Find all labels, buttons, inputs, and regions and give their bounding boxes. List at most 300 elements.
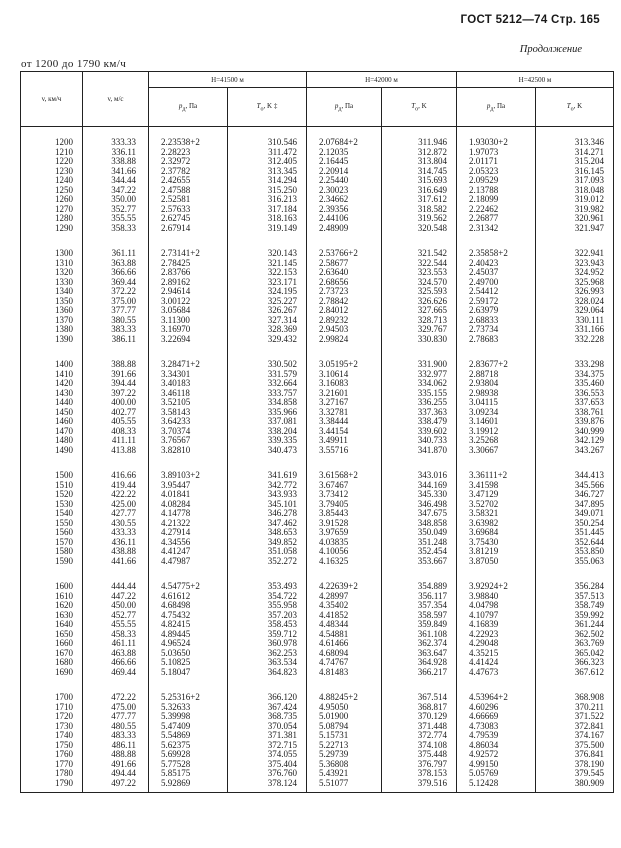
table-cell: 3.98840 xyxy=(457,592,536,602)
table-cell: 328.713 xyxy=(382,316,457,326)
continuation-label: Продолжение xyxy=(519,44,582,55)
table-cell: 323.943 xyxy=(536,259,614,269)
table-cell: 313.345 xyxy=(228,167,307,177)
table-row xyxy=(21,389,614,399)
table-cell: 2.73723 xyxy=(307,287,382,297)
table-cell: 4.08284 xyxy=(149,500,228,510)
table-row xyxy=(21,712,614,722)
table-cell: 1470 xyxy=(21,427,83,437)
table-cell: 1340 xyxy=(21,287,83,297)
table-cell: 372.774 xyxy=(382,731,457,741)
table-cell: 322.941 xyxy=(536,249,614,259)
table-cell: 1590 xyxy=(21,557,83,567)
table-cell: 349.852 xyxy=(228,538,307,548)
table-row xyxy=(21,148,614,158)
table-cell: 378.153 xyxy=(382,769,457,779)
table-cell: 355.958 xyxy=(228,601,307,611)
table-cell: 2.93804 xyxy=(457,379,536,389)
table-cell: 2.39356 xyxy=(307,205,382,215)
table-cell: 1750 xyxy=(21,741,83,751)
table-cell: 366.120 xyxy=(228,693,307,703)
table-cell: 1370 xyxy=(21,316,83,326)
table-cell: 4.10797 xyxy=(457,611,536,621)
table-cell: 4.68094 xyxy=(307,649,382,659)
table-cell: 3.49911 xyxy=(307,436,382,446)
table-cell: 315.204 xyxy=(536,157,614,167)
table-cell: 1690 xyxy=(21,668,83,678)
table-cell: 1420 xyxy=(21,379,83,389)
table-cell: 3.25268 xyxy=(457,436,536,446)
col-header-t1: $T_о$, K ‡ xyxy=(228,88,307,127)
table-cell: 5.15731 xyxy=(307,731,382,741)
table-cell: 367.514 xyxy=(382,693,457,703)
table-cell: 3.46118 xyxy=(149,389,228,399)
table-cell: 326.626 xyxy=(382,297,457,307)
table-cell: 376.760 xyxy=(228,769,307,779)
table-cell: 4.81483 xyxy=(307,668,382,678)
table-row xyxy=(21,214,614,224)
table-cell: 480.55 xyxy=(83,722,149,732)
table-cell: 333.298 xyxy=(536,360,614,370)
table-cell: 4.01841 xyxy=(149,490,228,500)
table-row xyxy=(21,398,614,408)
table-cell: 5.92869 xyxy=(149,779,228,789)
table-cell: 322.544 xyxy=(382,259,457,269)
table-cell: 375.448 xyxy=(382,750,457,760)
table-cell: 362.374 xyxy=(382,639,457,649)
table-cell: 326.267 xyxy=(228,306,307,316)
table-cell: 4.16839 xyxy=(457,620,536,630)
col-header-v-ms: v, м/с xyxy=(83,72,149,127)
table-cell: 345.101 xyxy=(228,500,307,510)
table-cell: 2.78425 xyxy=(149,259,228,269)
table-row xyxy=(21,592,614,602)
table-cell: 5.08794 xyxy=(307,722,382,732)
table-cell: 1560 xyxy=(21,528,83,538)
table-cell: 4.22923 xyxy=(457,630,536,640)
table-cell: 3.41598 xyxy=(457,481,536,491)
table-cell: 1260 xyxy=(21,195,83,205)
table-cell: 391.66 xyxy=(83,370,149,380)
table-cell: 5.12428 xyxy=(457,779,536,789)
table-cell: 466.66 xyxy=(83,658,149,668)
table-cell: 379.516 xyxy=(382,779,457,789)
col-header-p2: $p_д$, Па xyxy=(307,88,382,127)
table-cell: 314.271 xyxy=(536,148,614,158)
table-cell: 321.542 xyxy=(382,249,457,259)
table-cell: 348.653 xyxy=(228,528,307,538)
table-cell: 463.88 xyxy=(83,649,149,659)
table-cell: 1440 xyxy=(21,398,83,408)
table-row xyxy=(21,769,614,779)
table-cell: 3.34301 xyxy=(149,370,228,380)
table-cell: 2.25440 xyxy=(307,176,382,186)
table-cell: 378.190 xyxy=(536,760,614,770)
table-cell: 3.91528 xyxy=(307,519,382,529)
table-cell: 2.68656 xyxy=(307,278,382,288)
col-header-t2: $T_о$, K xyxy=(382,88,457,127)
table-cell: 3.75430 xyxy=(457,538,536,548)
table-cell: 5.69928 xyxy=(149,750,228,760)
table-cell: 343.016 xyxy=(382,471,457,481)
table-cell: 3.95447 xyxy=(149,481,228,491)
table-cell: 358.453 xyxy=(228,620,307,630)
table-cell: 5.47409 xyxy=(149,722,228,732)
table-cell: 483.33 xyxy=(83,731,149,741)
table-cell: 337.653 xyxy=(536,398,614,408)
table-cell: 323.171 xyxy=(228,278,307,288)
table-cell: 316.213 xyxy=(228,195,307,205)
table-cell: 358.597 xyxy=(382,611,457,621)
table-cell: 4.28997 xyxy=(307,592,382,602)
table-cell: 4.75432 xyxy=(149,611,228,621)
table-cell: 3.40183 xyxy=(149,379,228,389)
table-cell: 1.97073 xyxy=(457,148,536,158)
table-cell: 3.58143 xyxy=(149,408,228,418)
table-cell: 1390 xyxy=(21,335,83,345)
table-cell: 2.99824 xyxy=(307,335,382,345)
table-cell: 2.52581 xyxy=(149,195,228,205)
table-cell: 343.267 xyxy=(536,446,614,456)
table-cell: 321.145 xyxy=(228,259,307,269)
table-cell: 1320 xyxy=(21,268,83,278)
table-cell: 1400 xyxy=(21,360,83,370)
altitude-header-1: H=41500 м xyxy=(149,72,307,88)
table-row xyxy=(21,157,614,167)
table-cell: 494.44 xyxy=(83,769,149,779)
table-cell: 3.22694 xyxy=(149,335,228,345)
table-cell: 1360 xyxy=(21,306,83,316)
table-cell: 365.042 xyxy=(536,649,614,659)
table-cell: 338.88 xyxy=(83,157,149,167)
table-cell: 372.715 xyxy=(228,741,307,751)
table-cell: 368.817 xyxy=(382,703,457,713)
table-cell: 2.01171 xyxy=(457,157,536,167)
table-cell: 3.27167 xyxy=(307,398,382,408)
table-cell: 1300 xyxy=(21,249,83,259)
table-cell: 1710 xyxy=(21,703,83,713)
table-cell: 2.32972 xyxy=(149,157,228,167)
table-cell: 341.870 xyxy=(382,446,457,456)
table-cell: 1640 xyxy=(21,620,83,630)
table-cell: 359.712 xyxy=(228,630,307,640)
table-row xyxy=(21,408,614,418)
table-cell: 378.124 xyxy=(228,779,307,789)
table-cell: 333.757 xyxy=(228,389,307,399)
table-cell: 1580 xyxy=(21,547,83,557)
table-cell: 450.00 xyxy=(83,601,149,611)
table-cell: 1350 xyxy=(21,297,83,307)
table-row xyxy=(21,297,614,307)
table-cell: 3.76567 xyxy=(149,436,228,446)
table-cell: 4.04798 xyxy=(457,601,536,611)
table-cell: 357.203 xyxy=(228,611,307,621)
table-cell: 2.22462 xyxy=(457,205,536,215)
table-cell: 5.25316+2 xyxy=(149,693,228,703)
table-cell: 3.05195+2 xyxy=(307,360,382,370)
table-cell: 3.21601 xyxy=(307,389,382,399)
table-cell: 2.89162 xyxy=(149,278,228,288)
table-cell: 364.928 xyxy=(382,658,457,668)
table-cell: 320.143 xyxy=(228,249,307,259)
table-cell: 1720 xyxy=(21,712,83,722)
col-header-p1: $p_д$, Па xyxy=(149,88,228,127)
table-cell: 364.823 xyxy=(228,668,307,678)
table-cell: 2.94503 xyxy=(307,325,382,335)
table-row xyxy=(21,195,614,205)
table-cell: 331.166 xyxy=(536,325,614,335)
table-row xyxy=(21,306,614,316)
table-cell: 5.54869 xyxy=(149,731,228,741)
table-cell: 322.153 xyxy=(228,268,307,278)
altitude-header-3: H=42500 м xyxy=(457,72,614,88)
table-cell: 4.54881 xyxy=(307,630,382,640)
table-cell: 327.314 xyxy=(228,316,307,326)
table-row xyxy=(21,611,614,621)
table-cell: 1620 xyxy=(21,601,83,611)
table-cell: 3.47129 xyxy=(457,490,536,500)
table-cell: 3.28471+2 xyxy=(149,360,228,370)
table-cell: 324.570 xyxy=(382,278,457,288)
table-cell: 2.44106 xyxy=(307,214,382,224)
table-cell: 3.52105 xyxy=(149,398,228,408)
table-cell: 5.10825 xyxy=(149,658,228,668)
table-cell: 419.44 xyxy=(83,481,149,491)
table-row xyxy=(21,490,614,500)
table-cell: 4.53964+2 xyxy=(457,693,536,703)
table-cell: 4.96524 xyxy=(149,639,228,649)
table-cell: 5.51077 xyxy=(307,779,382,789)
table-cell: 357.354 xyxy=(382,601,457,611)
table-cell: 325.227 xyxy=(228,297,307,307)
table-cell: 436.11 xyxy=(83,538,149,548)
table-cell: 4.27914 xyxy=(149,528,228,538)
table-cell: 362.253 xyxy=(228,649,307,659)
table-cell: 1670 xyxy=(21,649,83,659)
table-cell: 2.78683 xyxy=(457,335,536,345)
table-cell: 2.59172 xyxy=(457,297,536,307)
table-cell: 1550 xyxy=(21,519,83,529)
table-cell: 3.70374 xyxy=(149,427,228,437)
table-cell: 324.952 xyxy=(536,268,614,278)
table-cell: 2.07684+2 xyxy=(307,138,382,148)
table-cell: 3.11300 xyxy=(149,316,228,326)
table-cell: 314.745 xyxy=(382,167,457,177)
table-cell: 352.77 xyxy=(83,205,149,215)
table-cell: 2.57633 xyxy=(149,205,228,215)
table-cell: 3.82810 xyxy=(149,446,228,456)
table-cell: 422.22 xyxy=(83,490,149,500)
table-cell: 1250 xyxy=(21,186,83,196)
table-cell: 1510 xyxy=(21,481,83,491)
table-cell: 318.048 xyxy=(536,186,614,196)
table-cell: 4.95050 xyxy=(307,703,382,713)
table-cell: 3.61568+2 xyxy=(307,471,382,481)
table-cell: 359.849 xyxy=(382,620,457,630)
table-cell: 351.445 xyxy=(536,528,614,538)
table-cell: 368.908 xyxy=(536,693,614,703)
table-cell: 3.89103+2 xyxy=(149,471,228,481)
table-cell: 374.055 xyxy=(228,750,307,760)
table-row xyxy=(21,471,614,481)
table-row xyxy=(21,703,614,713)
table-cell: 3.04115 xyxy=(457,398,536,408)
table-cell: 5.05769 xyxy=(457,769,536,779)
table-cell: 380.55 xyxy=(83,316,149,326)
page-header: ГОСТ 5212—74 Стр. 165 xyxy=(460,14,600,26)
table-cell: 345.330 xyxy=(382,490,457,500)
table-cell: 5.22713 xyxy=(307,741,382,751)
table-cell: 5.62375 xyxy=(149,741,228,751)
table-cell: 335.460 xyxy=(536,379,614,389)
table-cell: 345.566 xyxy=(536,481,614,491)
table-cell: 337.363 xyxy=(382,408,457,418)
table-cell: 1660 xyxy=(21,639,83,649)
table-cell: 3.92924+2 xyxy=(457,582,536,592)
table-cell: 344.413 xyxy=(536,471,614,481)
table-cell: 324.195 xyxy=(228,287,307,297)
table-cell: 363.534 xyxy=(228,658,307,668)
table-cell: 3.81219 xyxy=(457,547,536,557)
table-cell: 2.13788 xyxy=(457,186,536,196)
table-row xyxy=(21,249,614,259)
altitude-header-2: H=42000 м xyxy=(307,72,457,88)
table-cell: 344.44 xyxy=(83,176,149,186)
table-cell: 3.73412 xyxy=(307,490,382,500)
table-cell: 311.472 xyxy=(228,148,307,158)
table-cell: 1600 xyxy=(21,582,83,592)
table-cell: 332.977 xyxy=(382,370,457,380)
table-cell: 3.14601 xyxy=(457,417,536,427)
table-cell: 372.841 xyxy=(536,722,614,732)
table-cell: 366.217 xyxy=(382,668,457,678)
table-cell: 352.454 xyxy=(382,547,457,557)
table-cell: 3.36111+2 xyxy=(457,471,536,481)
table-cell: 348.858 xyxy=(382,519,457,529)
table-cell: 1310 xyxy=(21,259,83,269)
table-cell: 452.77 xyxy=(83,611,149,621)
table-cell: 2.05323 xyxy=(457,167,536,177)
col-header-v-kmh: v, км/ч xyxy=(21,72,83,127)
table-cell: 3.58321 xyxy=(457,509,536,519)
table-cell: 366.66 xyxy=(83,268,149,278)
table-cell: 4.73083 xyxy=(457,722,536,732)
table-row xyxy=(21,722,614,732)
table-cell: 377.77 xyxy=(83,306,149,316)
table-cell: 340.473 xyxy=(228,446,307,456)
table-cell: 352.644 xyxy=(536,538,614,548)
table-cell: 360.978 xyxy=(228,639,307,649)
table-cell: 2.20914 xyxy=(307,167,382,177)
table-cell: 339.876 xyxy=(536,417,614,427)
table-cell: 353.850 xyxy=(536,547,614,557)
table-cell: 334.062 xyxy=(382,379,457,389)
table-cell: 347.675 xyxy=(382,509,457,519)
table-cell: 1730 xyxy=(21,722,83,732)
table-cell: 349.071 xyxy=(536,509,614,519)
table-row xyxy=(21,601,614,611)
table-row xyxy=(21,360,614,370)
table-cell: 362.502 xyxy=(536,630,614,640)
table-cell: 329.064 xyxy=(536,306,614,316)
table-cell: 326.993 xyxy=(536,287,614,297)
table-cell: 316.649 xyxy=(382,186,457,196)
table-cell: 2.18099 xyxy=(457,195,536,205)
table-cell: 1210 xyxy=(21,148,83,158)
table-cell: 351.248 xyxy=(382,538,457,548)
table-cell: 2.73734 xyxy=(457,325,536,335)
table-row xyxy=(21,500,614,510)
table-row xyxy=(21,224,614,234)
table-cell: 2.47588 xyxy=(149,186,228,196)
table-cell: 338.204 xyxy=(228,427,307,437)
table-cell: 1240 xyxy=(21,176,83,186)
table-cell: 334.858 xyxy=(228,398,307,408)
table-cell: 336.11 xyxy=(83,148,149,158)
table-cell: 346.727 xyxy=(536,490,614,500)
table-cell: 347.895 xyxy=(536,500,614,510)
table-cell: 3.30667 xyxy=(457,446,536,456)
table-row xyxy=(21,557,614,567)
table-cell: 1270 xyxy=(21,205,83,215)
table-cell: 1290 xyxy=(21,224,83,234)
table-row xyxy=(21,268,614,278)
table-cell: 358.749 xyxy=(536,601,614,611)
table-row xyxy=(21,731,614,741)
table-cell: 405.55 xyxy=(83,417,149,427)
table-cell: 2.63640 xyxy=(307,268,382,278)
table-cell: 408.33 xyxy=(83,427,149,437)
table-row xyxy=(21,668,614,678)
table-cell: 320.548 xyxy=(382,224,457,234)
table-row xyxy=(21,167,614,177)
table-row xyxy=(21,547,614,557)
table-cell: 338.761 xyxy=(536,408,614,418)
table-cell: 3.64233 xyxy=(149,417,228,427)
table-row xyxy=(21,370,614,380)
table-cell: 5.77528 xyxy=(149,760,228,770)
table-cell: 332.664 xyxy=(228,379,307,389)
table-cell: 2.42655 xyxy=(149,176,228,186)
table-row xyxy=(21,287,614,297)
table-cell: 356.284 xyxy=(536,582,614,592)
table-cell: 313.346 xyxy=(536,138,614,148)
table-cell: 350.254 xyxy=(536,519,614,529)
table-row xyxy=(21,658,614,668)
table-cell: 5.32633 xyxy=(149,703,228,713)
table-cell: 4.99150 xyxy=(457,760,536,770)
table-cell: 363.647 xyxy=(382,649,457,659)
table-cell: 339.335 xyxy=(228,436,307,446)
table-cell: 359.992 xyxy=(536,611,614,621)
table-cell: 329.432 xyxy=(228,335,307,345)
table-cell: 1570 xyxy=(21,538,83,548)
table-cell: 2.35858+2 xyxy=(457,249,536,259)
table-cell: 2.88718 xyxy=(457,370,536,380)
table-cell: 458.33 xyxy=(83,630,149,640)
table-cell: 343.933 xyxy=(228,490,307,500)
table-cell: 3.85443 xyxy=(307,509,382,519)
table-row xyxy=(21,417,614,427)
table-cell: 331.900 xyxy=(382,360,457,370)
table-cell: 2.58677 xyxy=(307,259,382,269)
table-row xyxy=(21,379,614,389)
table-cell: 317.093 xyxy=(536,176,614,186)
table-cell: 356.117 xyxy=(382,592,457,602)
table-cell: 1460 xyxy=(21,417,83,427)
table-cell: 4.86034 xyxy=(457,741,536,751)
table-cell: 3.00122 xyxy=(149,297,228,307)
